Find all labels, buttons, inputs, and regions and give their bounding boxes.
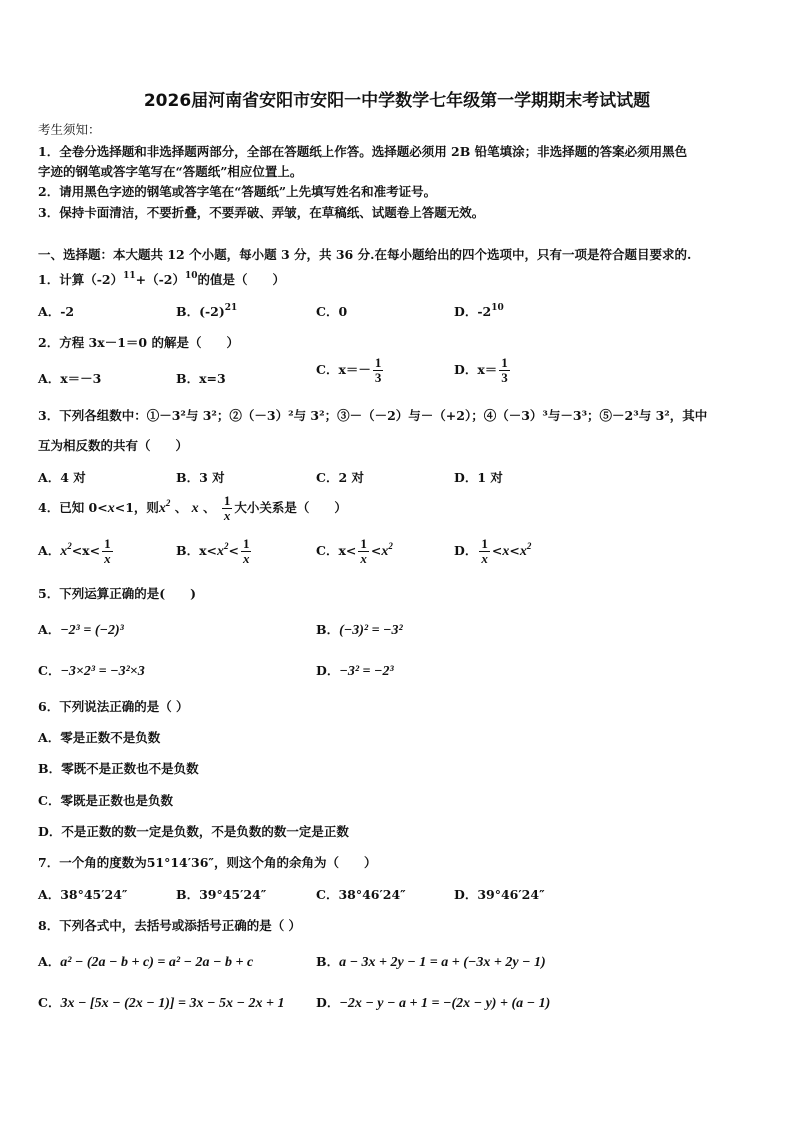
question-1-option-a: A．-2 xyxy=(38,304,75,319)
question-7-option-d: D．39°46′24″ xyxy=(454,887,545,902)
notice-item-1-line-2: 字迹的钢笔或答字笔写在“答题纸”相应位置上。 xyxy=(38,164,303,179)
question-3-option-c: C．2 对 xyxy=(316,470,364,485)
question-1-option-c: C．0 xyxy=(316,304,348,319)
question-8-stem: 8．下列各式中，去括号或添括号正确的是（ ） xyxy=(38,918,302,933)
question-3-stem-line-1: 3．下列各组数中：①－3²与 3²；②（－3）²与 3²；③－（－2）与－（+2）；④（－3）³与－3³；⑤－2³与 3²，其中 xyxy=(38,408,708,423)
question-4-option-c: C．x< $\frac{1}{x}$ $<x^2$ xyxy=(316,536,393,566)
question-2-option-a: A．x＝－3 xyxy=(38,371,102,386)
question-5-option-a: A．−2³ = (−2)³ xyxy=(38,622,124,638)
notice-item-2: 2．请用黑色字迹的钢笔或答字笔在“答题纸”上先填写姓名和准考证号。 xyxy=(38,184,437,199)
question-4-option-d: D． $\frac{1}{x}$ $<x<x^2$ xyxy=(454,536,532,566)
question-3-option-d: D．1 对 xyxy=(454,470,503,485)
question-8-option-b: B．a − 3x + 2y − 1 = a + (−3x + 2y − 1) xyxy=(316,954,546,970)
exam-title: 2026届河南省安阳市安阳一中学数学七年级第一学期期末考试试题 xyxy=(143,91,651,111)
question-8-option-d: D．−2x − y − a + 1 = −(2x − y) + (a − 1) xyxy=(316,995,551,1011)
question-6-option-a: A．零是正数不是负数 xyxy=(38,730,161,745)
question-6-option-c: C．零既是正数也是负数 xyxy=(38,793,173,808)
question-3-option-a: A．4 对 xyxy=(38,470,86,485)
question-5-option-d: D．−3² = −2³ xyxy=(316,663,394,679)
question-4-option-a: A．$x^2<x<$ $\frac{1}{x}$ xyxy=(38,536,111,566)
question-1-option-d: D．$-2^{10}$ xyxy=(454,303,504,319)
question-7-option-c: C．38°46′24″ xyxy=(316,887,406,902)
question-2-option-d: D．x＝ $\frac{1}{3}$ xyxy=(454,355,508,385)
question-1-option-b: B．$(-2)^{21}$ xyxy=(176,303,238,319)
question-3-stem-line-2: 互为相反数的共有（ ） xyxy=(38,438,189,453)
notice-item-3: 3．保持卡面清洁，不要折叠，不要弄破、弄皱，在草稿纸、试题卷上答题无效。 xyxy=(38,205,485,220)
question-4-option-b: B．$x<x^2<$ $\frac{1}{x}$ xyxy=(176,536,250,566)
question-7-stem: 7．一个角的度数为51°14′36″，则这个角的余角为（ ） xyxy=(38,855,377,870)
section-heading: 一、选择题：本大题共 12 个小题，每小题 3 分，共 36 分.在每小题给出的四个选项中，只有一项是符合题目要求的. xyxy=(38,247,692,262)
question-2-stem: 2．方程 3x－1＝0 的解是（ ） xyxy=(38,335,239,350)
question-5-stem: 5．下列运算正确的是( ) xyxy=(38,586,197,601)
question-7-option-b: B．39°45′24″ xyxy=(176,887,267,902)
question-3-option-b: B．3 对 xyxy=(176,470,225,485)
notice-heading: 考生须知： xyxy=(38,122,101,137)
question-8-option-c: C．3x − [5x − (2x − 1)] = 3x − 5x − 2x + 1 xyxy=(38,995,285,1011)
question-8-option-a: A．a² − (2a − b + c) = a² − 2a − b + c xyxy=(38,954,254,970)
question-6-option-b: B．零既不是正数也不是负数 xyxy=(38,761,199,776)
question-7-option-a: A．38°45′24″ xyxy=(38,887,128,902)
question-5-option-b: B．(−3)² = −3² xyxy=(316,622,403,638)
question-6-option-d: D．不是正数的数一定是负数，不是负数的数一定是正数 xyxy=(38,824,349,839)
question-5-option-c: C．−3×2³ = −3²×3 xyxy=(38,663,145,679)
question-4-stem: 4．已知 0<x<1，则$x^2$ 、 x 、 $\frac{1}{x}$ 大小关系是（ ） xyxy=(38,493,347,523)
notice-item-1-line-1: 1．全卷分选择题和非选择题两部分，全部在答题纸上作答。选择题必须用 2B 铅笔填涂；非选择题的答案必须用黑色 xyxy=(38,144,688,159)
question-1-stem: 1．计算$(-2)^{11}+(-2)^{10}$的值是（ ） xyxy=(38,271,286,287)
question-6-stem: 6．下列说法正确的是（ ） xyxy=(38,699,189,714)
question-2-option-b: B．x=3 xyxy=(176,371,226,386)
question-2-option-c: C．x＝－ $\frac{1}{3}$ xyxy=(316,355,382,385)
